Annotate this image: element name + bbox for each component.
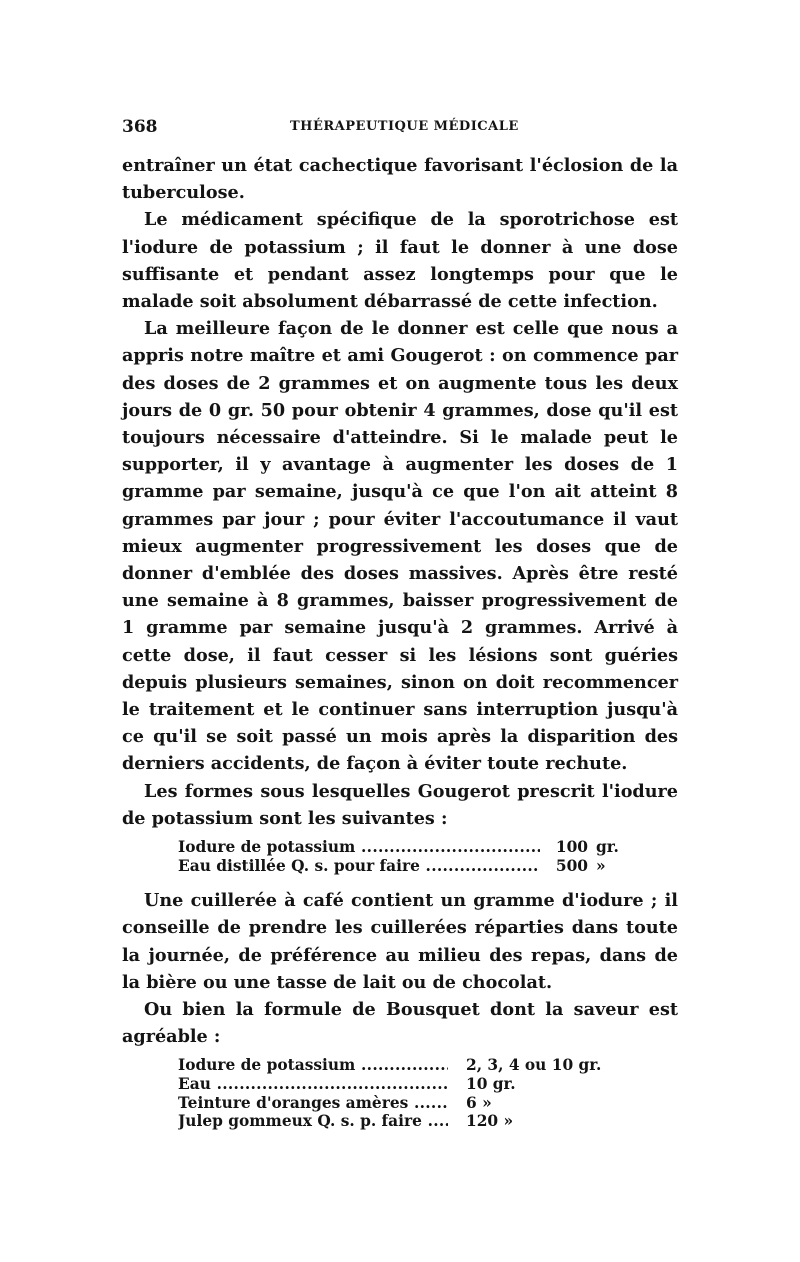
paragraph-gougerot-forms: Les formes sous lesquelles Gougerot prescrit l'iodure de potassium sont les suivantes :: [122, 780, 678, 829]
formula-row: [178, 838, 678, 857]
ingredient-name: Eau .....: [178, 1075, 448, 1094]
ingredient-name: Iodure de potassium .....: [178, 838, 540, 857]
ingredient-amount: 10 gr.: [466, 1075, 516, 1094]
paragraph-bousquet-formula: Ou bien la formule de Bousquet dont la saveur est agréable :: [122, 999, 678, 1048]
ingredient-unit: »: [596, 856, 606, 875]
page-header: [122, 117, 678, 141]
ingredient-name: Teinture d'oranges amères .....: [178, 1094, 448, 1113]
ingredient-amount: 2, 3, 4 ou 10 gr.: [466, 1056, 602, 1075]
ingredient-quantity: 100: [555, 838, 588, 857]
ingredient-name: Julep gommeux Q. s. p. faire .....: [178, 1112, 448, 1131]
paragraph-spoon-dose: Une cuillerée à café contient un gramme d'iodure ; il conseille de prendre les cuillerées réparties dans toute la journée, de préférence au milieu des repas, dans de la bière ou une tasse de lait ou de chocolat.: [122, 890, 678, 993]
book-page: [122, 117, 678, 1143]
paragraph-continued: entraîner un état cachectique favorisant l'éclosion de la tuberculose.: [122, 155, 678, 204]
ingredient-amount: 120 »: [466, 1112, 514, 1131]
formula-row: [178, 1075, 678, 1094]
ingredient-unit: gr.: [596, 838, 619, 857]
page-number: 368: [122, 117, 158, 137]
ingredient-name: Iodure de potassium .....: [178, 1056, 448, 1075]
formula-row: [178, 1056, 678, 1075]
formula-row: [178, 1094, 678, 1113]
ingredient-name: Eau distillée Q. s. pour faire .....: [178, 857, 540, 876]
ingredient-amount: 6 »: [466, 1093, 492, 1112]
paragraph-dosage-method: La meilleure façon de le donner est celle que nous a appris notre maître et ami Gougerot : on commence par des doses de 2 grammes et on augmente tous les deux jours de 0 gr. 50 pour obtenir 4 grammes, dose qu'il est toujours nécessaire d'atteindre. Si le malade peut le supporter, il y avantage à augmenter les doses de 1 gramme par semaine, jusqu'à ce que l'on ait atteint 8 grammes par jour ; pour éviter l'accoutumance il vaut mieux augmenter progressivement les doses que de donner d'emblée des doses massives. Après être resté une semaine à 8 grammes, baisser progressivement de 1 gramme par semaine jusqu'à 2 grammes. Arrivé à cette dose, il faut cesser si les lésions sont guéries depuis plusieurs semaines, sinon on doit recommencer le traitement et le continuer sans interruption jusqu'à ce qu'il se soit passé un mois après la disparition des derniers accidents, de façon à éviter toute rechute.: [122, 318, 678, 775]
gougerot-formula: [178, 838, 678, 875]
formula-row: [178, 857, 678, 876]
ingredient-quantity: 500: [555, 856, 588, 875]
formula-row: [178, 1112, 678, 1131]
bousquet-formula: [178, 1056, 678, 1130]
running-head: THÉRAPEUTIQUE MÉDICALE: [290, 119, 519, 134]
paragraph-specific-treatment: Le médicament spécifique de la sporotrichose est l'iodure de potassium ; il faut le donner à une dose suffisante et pendant assez longtemps pour que le malade soit absolument débarrassé de cette infection.: [122, 209, 678, 313]
page-body: [122, 152, 678, 1131]
